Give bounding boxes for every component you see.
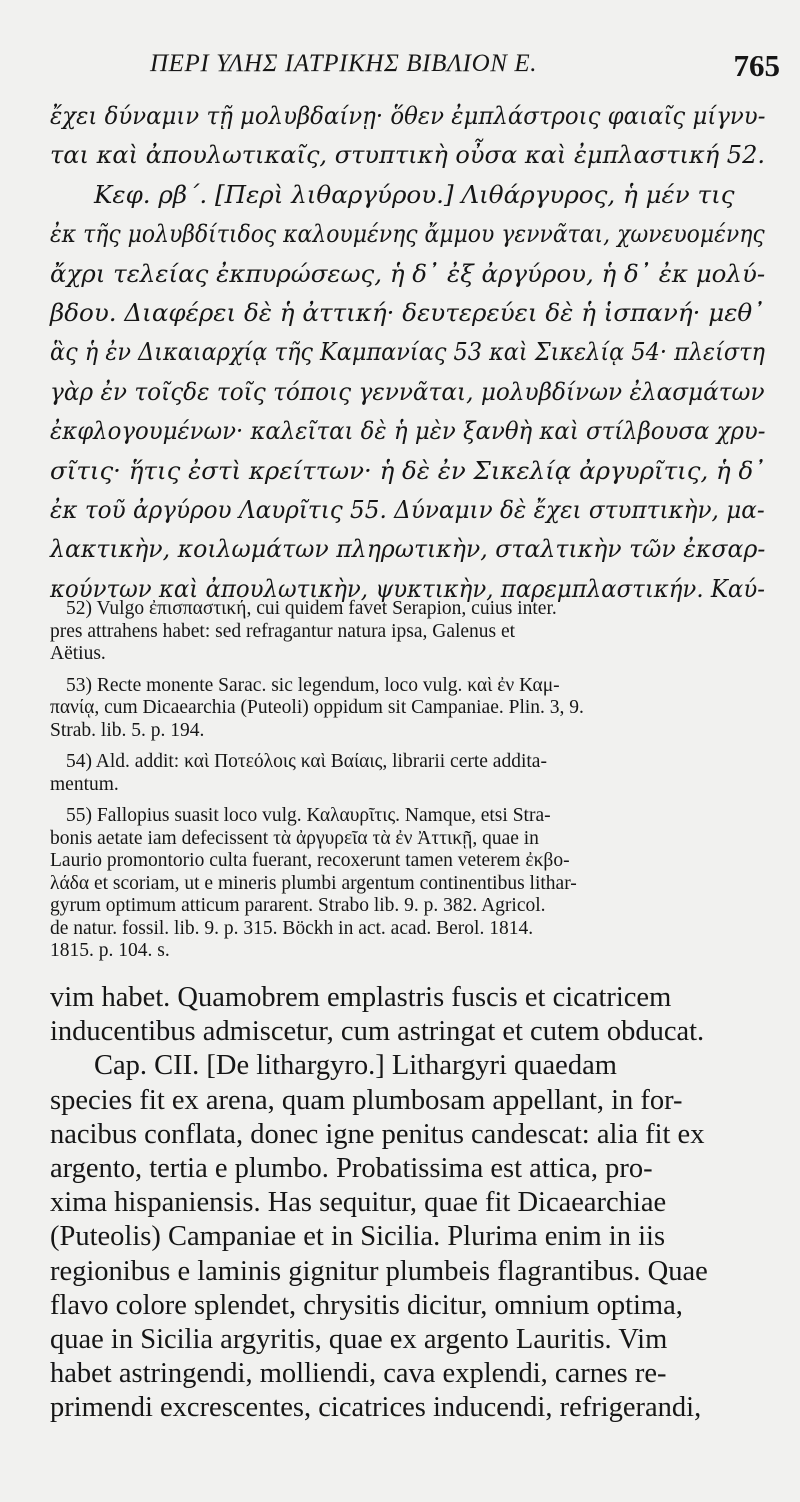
latin-line: argento, tertia e plumbo. Probatissima est attica, pro- [50,1152,653,1184]
latin-line: inducentibus admiscetur, cum astringat et cutem obducat. [50,1016,705,1048]
footnotes [50,598,765,972]
footnote-line: 1815. p. 104. s. [50,940,170,961]
latin-line: quae in Sicilia argyritis, quae ex argento Lauritis. Vim [50,1323,668,1355]
footnote-line: mentum. [50,773,119,795]
footnote-53 [50,675,765,743]
greek-line: κούντων καὶ ἀπουλωτικὴν, ψυκτικὴν, παρεμπλαστικήν. Καύ- [50,573,765,603]
running-title: ΠΕΡΙ ΥΛΗΣ ΙΑΤΡΙΚΗΣ ΒΙΒΛΙΟΝ Ε. [150,50,538,77]
latin-line: primendi excrescentes, cicatrices inducendi, refrigerandi, [50,1392,702,1424]
greek-line: ἃς ἡ ἐν Δικαιαρχίᾳ τῆς Καμπανίας 53 καὶ Σικελίᾳ 54· πλείστη [50,337,765,367]
greek-line: ἔχει δύναμιν τῇ μολυβδαίνῃ· ὅθεν ἐμπλάστροις φαιαῖς μίγνυ- [50,101,766,130]
greek-line: Κεφ. ρβ΄. [Περὶ λιθαργύρου.] Λιθάργυρος, ἡ μέν τις [94,179,735,209]
page-header [150,50,780,90]
footnote-line: Laurio promontorio culta fuerant, recoxerunt tamen veterem ἐκβο- [50,850,570,871]
latin-line: species fit ex arena, quam plumbosam appellant, in for- [50,1084,683,1116]
latin-line: vim habet. Quamobrem emplastris fuscis et cicatricem [50,982,672,1013]
footnote-line: λάδα et scoriam, ut e mineris plumbi argentum continentibus lithar- [50,872,577,894]
footnote-line: de natur. fossil. lib. 9. p. 315. Böckh in act. acad. Berol. 1814. [50,917,534,939]
latin-line: Cap. CII. [De lithargyro.] Lithargyri quaedam [94,1050,617,1082]
footnote-line: bonis aetate iam defecissent τὰ ἀργυρεῖα τὰ ἐν Ἀττικῇ, quae in [50,827,539,849]
greek-line: ἐκ τῆς μολυβδίτιδος καλουμένης ἄμμου γεννᾶται, χωνευομένης [50,219,765,249]
footnote-55 [50,805,765,963]
latin-text-block [50,981,765,1425]
footnote-line: 53) Recte monente Sarac. sic legendum, loco vulg. καὶ ἐν Καμ- [66,674,560,696]
latin-line: xima hispaniensis. Has sequitur, quae fit Dicaearchiae [50,1187,667,1219]
footnote-line: Aëtius. [50,643,106,664]
footnote-54 [50,751,765,796]
latin-line: (Puteolis) Campaniae et in Sicilia. Plurima enim in iis [50,1221,666,1253]
greek-line: ἐκφλογουμένων· καλεῖται δὲ ἡ μὲν ξανθὴ καὶ στίλβουσα χρυ- [50,416,766,446]
footnote-line: gyrum optimum atticum pararent. Strabo lib. 9. p. 382. Agricol. [50,895,546,916]
footnote-52 [50,598,765,666]
footnote-line: 54) Ald. addit: καὶ Ποτεόλοις καὶ Βαίαις, librarii certe addita- [66,751,547,772]
footnote-line: 55) Fallopius suasit loco vulg. Καλαυρῖτις. Namque, etsi Stra- [66,805,551,826]
greek-line: σῖτις· ἥτις ἐστὶ κρείττων· ἡ δὲ ἐν Σικελίᾳ ἀργυρῖτις, ἡ δ᾽ [50,455,766,485]
greek-line: γὰρ ἐν τοῖςδε τοῖς τόποις γεννᾶται, μολυβδίνων ἐλασμάτων [50,376,765,406]
latin-line: nacibus conflata, donec igne penitus candescat: alia fit ex [50,1118,705,1150]
footnote-line: Strab. lib. 5. p. 194. [50,719,205,741]
greek-text-block [50,96,765,608]
footnote-line: πανίᾳ, cum Dicaearchia (Puteoli) oppidum sit Campaniae. Plin. 3, 9. [50,697,584,718]
greek-line: λακτικὴν, κοιλωμάτων πληρωτικὴν, σταλτικὴν τῶν ἐκσαρ- [50,534,766,564]
greek-line: βδου. Διαφέρει δὲ ἡ ἀττική· δευτερεύει δὲ ἡ ἱσπανή· μεθ᾽ [50,297,765,327]
page-number: 765 [733,48,780,83]
latin-line: habet astringendi, molliendi, cava explendi, carnes re- [50,1358,667,1390]
greek-line: ἄχρι τελείας ἐκπυρώσεως, ἡ δ᾽ ἐξ ἀργύρου, ἡ δ᾽ ἐκ μολύ- [50,258,766,288]
footnote-line: 52) Vulgo ἐπισπαστική, cui quidem favet Serapion, cuius inter. [66,598,557,619]
footnote-line: pres attrahens habet: sed refragantur natura ipsa, Galenus et [50,620,516,642]
latin-line: flavo colore splendet, chrysitis dicitur, omnium optima, [50,1289,683,1321]
greek-line: ἐκ τοῦ ἀργύρου Λαυρῖτις 55. Δύναμιν δὲ ἔχει στυπτικὴν, μα- [50,494,765,524]
latin-line: regionibus e laminis gignitur plumbeis flagrantibus. Quae [50,1255,708,1287]
greek-line: ται καὶ ἀπουλωτικαῖς, στυπτικὴ οὖσα καὶ ἐμπλαστική 52. [50,140,766,170]
